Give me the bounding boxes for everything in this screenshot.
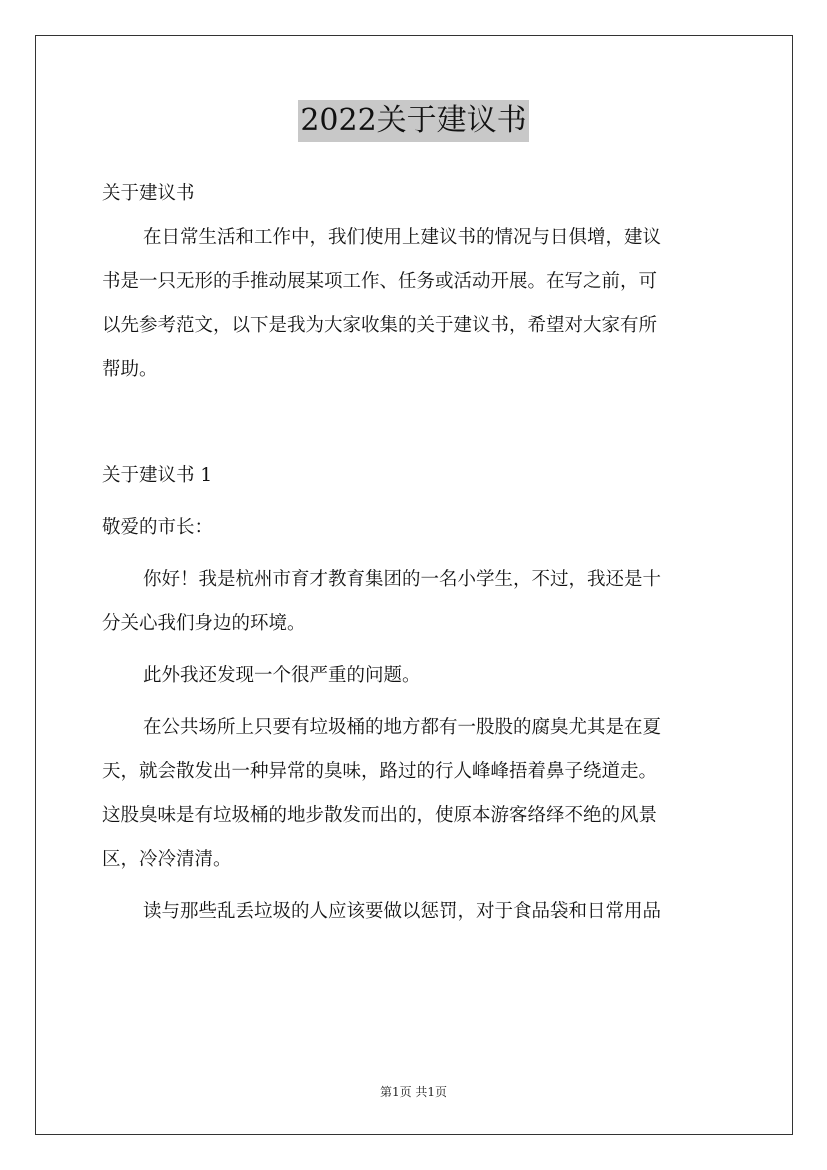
paragraph-2 [102,654,728,698]
section-heading: 关于建议书 [102,183,195,204]
paragraph-line: 区，冷冷清清。 [102,849,232,870]
paragraph-3 [102,706,728,882]
page-footer: 第1页 共1页 [379,1085,448,1099]
paragraph-line: 读与那些乱丢垃圾的人应该要做以惩罚，对于食品袋和日常用品 [143,901,662,922]
paragraph-4 [102,890,728,934]
paragraph-line: 你好！我是杭州市育才教育集团的一名小学生，不过，我还是十 [143,569,662,590]
paragraph-line: 天，就会散发出一种异常的臭味，路过的行人峰峰捂着鼻子绕道走。 [102,761,658,782]
salutation: 敬爱的市长： [102,517,214,538]
intro-line: 以先参考范文，以下是我为大家收集的关于建议书，希望对大家有所 [102,315,658,336]
document-body [102,172,728,934]
intro-line: 在日常生活和工作中，我们使用上建议书的情况与日俱增，建议 [143,227,662,248]
paragraph-line: 这股臭味是有垃圾桶的地步散发而出的，使原本游客络绎不绝的风景 [102,805,658,826]
intro-line: 帮助。 [102,359,158,380]
paragraph-1 [102,558,728,646]
document-title: 2022关于建议书 [298,100,528,142]
intro-paragraph [102,216,728,392]
intro-line: 书是一只无形的手推动展某项工作、任务或活动开展。在写之前，可 [102,271,658,292]
title-container [0,100,827,142]
paragraph-line: 分关心我们身边的环境。 [102,613,306,634]
paragraph-line: 此外我还发现一个很严重的问题。 [143,665,421,686]
paragraph-line: 在公共场所上只要有垃圾桶的地方都有一股股的腐臭尤其是在夏 [143,717,662,738]
spacer [102,392,728,454]
letter-heading: 关于建议书 1 [102,465,213,486]
